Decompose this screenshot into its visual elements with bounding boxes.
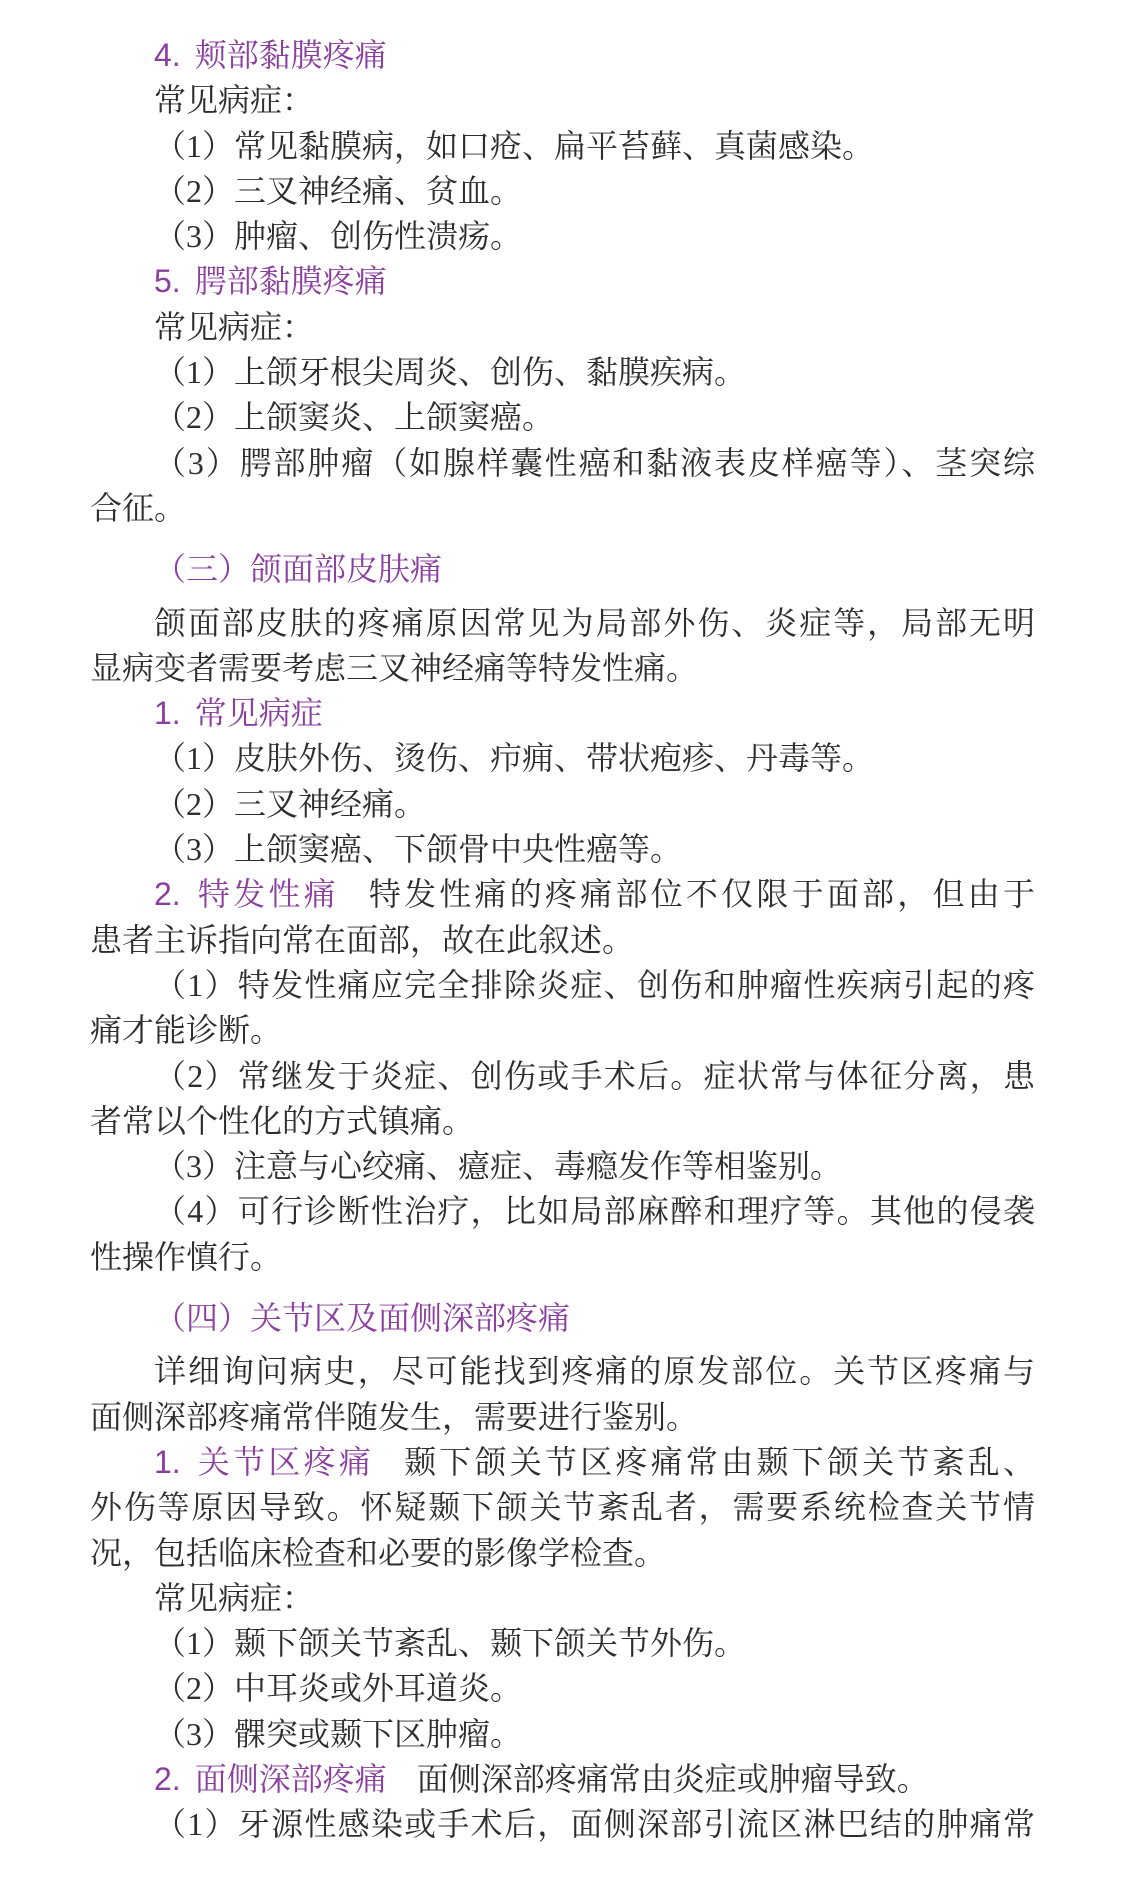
list-item: （2）三叉神经痛。 <box>154 785 427 822</box>
paragraph-line: 况，包括临床检查和必要的影像学检查。 <box>90 1534 667 1571</box>
list-item: （1）特发性痛应完全排除炎症、创伤和肿瘤性疾病引起的疼 <box>154 966 1035 1003</box>
list-item: （2）常继发于炎症、创伤或手术后。症状常与体征分离，患 <box>154 1057 1035 1094</box>
heading-title: 面侧深部疼痛 <box>194 1760 387 1797</box>
heading-title: 特发性痛 <box>194 876 339 913</box>
list-item: （1）皮肤外伤、烫伤、疖痈、带状疱疹、丹毒等。 <box>154 740 875 777</box>
heading-number: 5. <box>154 263 181 300</box>
list-item: （3）髁突或颞下区肿瘤。 <box>154 1715 523 1752</box>
common-conditions-label: 常见病症： <box>154 308 315 345</box>
paragraph-line: 详细询问病史，尽可能找到疼痛的原发部位。关节区疼痛与 <box>154 1353 1035 1390</box>
heading-number: 1. <box>154 695 181 732</box>
subsection-heading-idiopathic-pain <box>90 872 1035 917</box>
list-item: （1）常见黏膜病，如口疮、扁平苔藓、真菌感染。 <box>154 127 875 164</box>
heading-number: 2. <box>154 1760 181 1797</box>
heading-description: 特发性痛的疼痛部位不仅限于面部，但由于 <box>368 876 1035 913</box>
heading-number: 2. <box>154 876 181 913</box>
paragraph-line: 面侧深部疼痛常伴随发生，需要进行鉴别。 <box>90 1398 699 1435</box>
section-heading-skin-pain: （三）颌面部皮肤痛 <box>154 551 443 588</box>
list-item: （1）上颌牙根尖周炎、创伤、黏膜疾病。 <box>154 354 747 391</box>
list-item: （2）三叉神经痛、贫血。 <box>154 172 523 209</box>
subsection-heading-deep-facial-pain <box>90 1757 1035 1802</box>
paragraph-line: 显病变者需要考虑三叉神经痛等特发性痛。 <box>90 649 699 686</box>
subsection-heading-common-conditions <box>90 691 1035 736</box>
paragraph-line: 外伤等原因导致。怀疑颞下颌关节紊乱者，需要系统检查关节情 <box>90 1489 1035 1526</box>
subsection-heading-palatal-pain <box>90 259 1035 304</box>
subsection-heading-buccal-pain <box>90 33 1035 78</box>
list-item-continuation: 痛才能诊断。 <box>90 1012 283 1049</box>
heading-description: 面侧深部疼痛常由炎症或肿瘤导致。 <box>416 1760 929 1797</box>
common-conditions-label: 常见病症： <box>154 1579 315 1616</box>
list-item: （1）颞下颌关节紊乱、颞下颌关节外伤。 <box>154 1625 747 1662</box>
list-item: （3）肿瘤、创伤性溃疡。 <box>154 218 523 255</box>
subsection-heading-joint-pain <box>90 1440 1035 1485</box>
heading-title: 颊部黏膜疼痛 <box>194 37 387 73</box>
paragraph-line: 颌面部皮肤的疼痛原因常见为局部外伤、炎症等，局部无明 <box>154 604 1035 641</box>
heading-description: 颞下颌关节区疼痛常由颞下颌关节紊乱、 <box>404 1443 1035 1480</box>
list-item: （3）注意与心绞痛、癔症、毒瘾发作等相鉴别。 <box>154 1148 843 1185</box>
list-item-continuation: 性操作慎行。 <box>90 1238 283 1275</box>
list-item: （1）牙源性感染或手术后，面侧深部引流区淋巴结的肿痛常 <box>154 1806 1035 1843</box>
list-item-continuation: 者常以个性化的方式镇痛。 <box>90 1102 475 1139</box>
list-item-continuation: 合征。 <box>90 489 187 526</box>
list-item: （2）上颌窦炎、上颌窦癌。 <box>154 399 555 436</box>
heading-number: 1. <box>154 1443 181 1480</box>
paragraph-line: 患者主诉指向常在面部，故在此叙述。 <box>90 921 635 958</box>
list-item: （3）腭部肿瘤（如腺样囊性癌和黏液表皮样癌等）、茎突综 <box>154 444 1035 481</box>
heading-title: 腭部黏膜疼痛 <box>194 263 387 300</box>
text-column <box>90 33 1035 1848</box>
heading-title: 常见病症 <box>194 695 323 732</box>
list-item: （2）中耳炎或外耳道炎。 <box>154 1670 523 1707</box>
heading-number: 4. <box>154 37 181 73</box>
list-item: （4）可行诊断性治疗，比如局部麻醉和理疗等。其他的侵袭 <box>154 1193 1035 1230</box>
heading-title: 关节区疼痛 <box>194 1443 375 1480</box>
section-heading-joint-deep-pain: （四）关节区及面侧深部疼痛 <box>154 1300 571 1337</box>
common-conditions-label: 常见病症： <box>154 82 315 119</box>
list-item: （3）上颌窦癌、下颌骨中央性癌等。 <box>154 831 683 868</box>
